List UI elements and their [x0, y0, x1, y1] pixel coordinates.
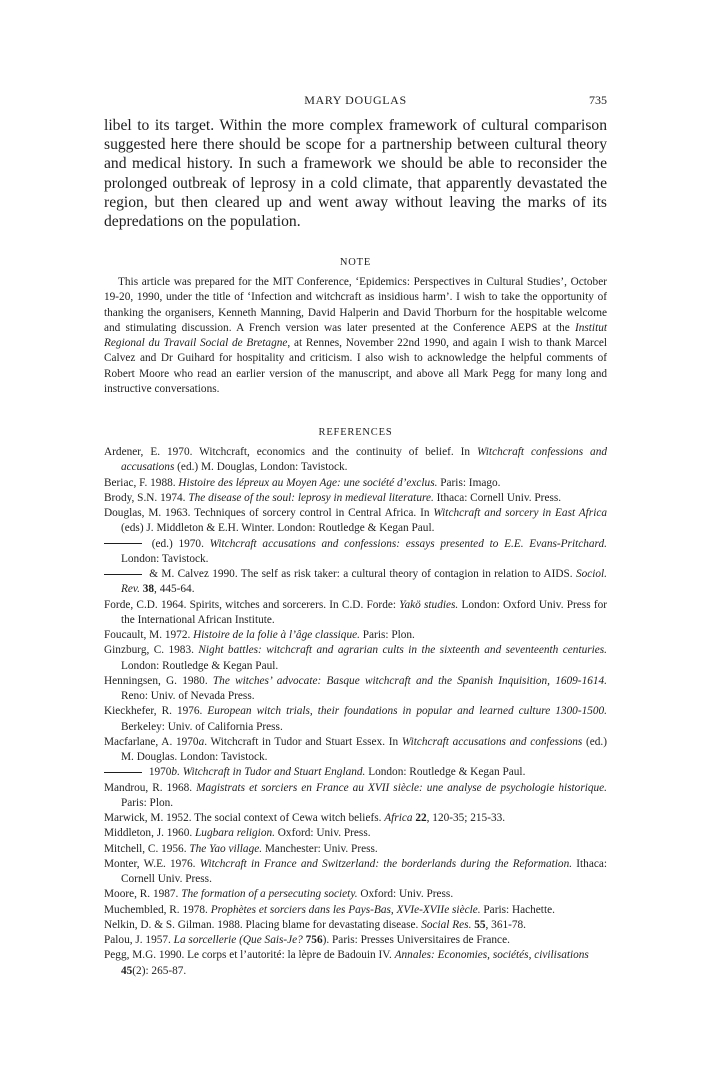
reference-item [104, 765, 607, 780]
ref-title: Histoire des lépreux au Moyen Age: une société d’exclus. [178, 476, 438, 489]
ref-text: 1970 [146, 766, 172, 779]
ref-text: (ed.) M. Douglas, London: Tavistock. [174, 461, 348, 474]
ref-text: (2): 265-87. [132, 964, 187, 977]
ref-volume: 22 [415, 812, 427, 824]
reference-item [104, 643, 607, 674]
reference-item [104, 842, 607, 857]
reference-item [104, 628, 607, 643]
note-text-part: , at Rennes, November 22nd 1990, and again I wish to thank Marcel Calvez and Dr Guihard for hospitality and criticism. I also wish to acknowledge the helpful comments of Robert Moore who read an earlier version of the manuscript, and above all Mark Pegg for many long and instructive conversations. [104, 337, 607, 396]
note-text-italic: Institut Regional du Travail Social de Bretagne [104, 321, 607, 350]
ref-text: (eds) J. Middleton & E.H. Winter. London: Routledge & Kegan Paul. [121, 522, 435, 535]
ref-text: Macfarlane, A. 1970 [104, 735, 199, 748]
ref-text: Moore, R. 1987. [104, 888, 182, 901]
note-text [104, 275, 607, 397]
reference-item [104, 903, 607, 918]
reference-item [104, 704, 607, 735]
ref-title: Witchcraft accusations and confessions [401, 735, 583, 748]
reference-item [104, 933, 607, 948]
ref-title: European witch trials, their foundations in popular and learned culture 1300-1500. [207, 705, 608, 718]
reference-item [104, 537, 607, 568]
ref-title: Witchcraft confessions and accusations [121, 446, 607, 474]
ref-text: , 120-35; 215-33. [426, 812, 506, 824]
ref-title: The formation of a persecuting society. [181, 888, 358, 901]
ref-text: Henningsen, G. 1980. [104, 674, 213, 687]
ref-text: Forde, C.D. 1964. Spirits, witches and sorcerers. In C.D. Forde: [104, 598, 400, 611]
ref-text: ). Paris: Presses Universitaires de France. [322, 934, 510, 946]
ref-title: Lugbara religion. [195, 827, 275, 840]
reference-item [104, 476, 607, 491]
ref-title: The Yao village. [189, 842, 263, 855]
ref-text: London: Tavistock. [121, 552, 209, 565]
ref-text: Muchembled, R. 1978. [104, 903, 211, 916]
ref-text: , 445-64. [154, 583, 195, 596]
ditto-dash [104, 543, 142, 544]
ref-text: (ed.) M. Douglas. London: Tavistock. [121, 735, 608, 763]
note-heading: NOTE [339, 257, 372, 268]
ref-text: Ginzburg, C. 1983. [104, 644, 199, 657]
body-paragraph: libel to its target. Within the more complex framework of cultural comparison suggested here there should be scope for a partnership between cultural theory and medical history. In such a framework we should be able to reconsider the prolonged outbreak of leprosy in a cold climate, that apparently devastated the region, but then cleared up and went away without leaving the marks of its depredations on the population. [104, 117, 607, 231]
reference-item [104, 674, 607, 705]
reference-item [104, 735, 607, 766]
ref-title: Magistrats et sorciers en France au XVII siècle: une analyse de psychologie historique. [196, 781, 607, 794]
ref-journal: Social Res. [421, 918, 472, 931]
ref-text: . Witchcraft in Tudor and Stuart Essex. In [204, 735, 402, 748]
ref-suffix: a [198, 735, 205, 748]
ref-text: Beriac, F. 1988. [104, 476, 179, 489]
ref-journal: Annales: Economies, sociétés, civilisations [394, 949, 589, 962]
ref-text: London: Oxford Univ. Press for the International African Institute. [121, 598, 607, 626]
ref-text: Paris: Plon. [359, 629, 415, 641]
running-head-author: MARY DOUGLAS [304, 93, 407, 107]
reference-item [104, 598, 607, 629]
ref-text: & M. Calvez 1990. The self as risk taker: a cultural theory of contagion in relation to AIDS. [146, 568, 576, 580]
reference-item [104, 445, 607, 476]
reference-item [104, 918, 607, 933]
reference-item [104, 506, 607, 537]
ref-text: Brody, S.N. 1974. [104, 491, 189, 504]
ref-text: Pegg, M.G. 1990. Le corps et l’autorité: la lèpre de Badouin IV. [104, 949, 395, 962]
ref-title: Histoire de la folie à l’âge classique. [193, 629, 360, 641]
ref-text: Monter, W.E. 1976. [104, 857, 200, 870]
ref-text: Mitchell, C. 1956. [104, 842, 190, 855]
ref-title: La sorcellerie (Que Sais-Je? [173, 934, 303, 946]
ref-text: London: Routledge & Kegan Paul. [121, 659, 279, 672]
ref-text: Oxford: Univ. Press. [357, 888, 454, 901]
ref-text: Mandrou, R. 1968. [104, 781, 197, 794]
ref-title: Witchcraft in France and Switzerland: the borderlands during the Reformation. [199, 857, 573, 870]
ref-text: Palou, J. 1957. [104, 934, 174, 946]
ditto-dash [104, 772, 142, 773]
ref-text: Nelkin, D. & S. Gilman. 1988. Placing blame for devastating disease. [104, 918, 422, 931]
reference-item [104, 948, 607, 979]
ref-text: Ardener, E. 1970. Witchcraft, economics and the continuity of belief. In [104, 446, 477, 458]
ref-journal: Sociol. Rev. [121, 568, 607, 596]
ref-text: Paris: Plon. [121, 796, 174, 809]
ref-text: Paris: Hachette. [480, 903, 555, 916]
ref-title: Prophètes et sorciers dans les Pays-Bas, XVIe-XVIIe siècle. [210, 903, 481, 916]
reference-item [104, 491, 607, 506]
ref-text: Douglas, M. 1963. Techniques of sorcery control in Central Africa. In [104, 507, 434, 519]
ref-text: Foucault, M. 1972. [104, 629, 194, 641]
references-heading: REFERENCES [318, 427, 393, 438]
ref-volume: 38 [142, 583, 155, 596]
ref-text: Ithaca: Cornell Univ. Press. [121, 857, 607, 885]
ref-title: Yakö studies. [399, 598, 459, 611]
ref-journal: Africa [384, 812, 413, 824]
note-text-part: This article was prepared for the MIT Conference, ‘Epidemics: Perspectives in Cultural Studies’, October 19-20, 1990, under the title of ‘Infection and witchcraft as insidious harm’. I wish to take the opportunity of thanking the organisers, Kenneth Manning, David Halperin and David Thorburn for the hospitable welcome and stimulating discussion. A French version was later presented at the Conference AEPS at the [104, 276, 607, 334]
reference-item [104, 811, 607, 826]
ref-text: Middleton, J. 1960. [104, 827, 196, 840]
ref-text: Kieckhefer, R. 1976. [104, 705, 208, 718]
ref-volume: 756 [305, 934, 323, 946]
ref-text: , 361-78. [485, 918, 527, 931]
page-number: 735 [589, 93, 607, 107]
ref-title: Witchcraft accusations and confessions: essays presented to E.E. Evans-Pritchard. [209, 537, 607, 550]
ref-text: Reno: Univ. of Nevada Press. [121, 690, 255, 702]
ref-title: The disease of the soul: leprosy in medieval literature. [188, 491, 434, 504]
ref-text: London: Routledge & Kegan Paul. [365, 766, 526, 779]
ref-title: The witches’ advocate: Basque witchcraft and the Spanish Inquisition, 1609-1614. [212, 674, 607, 687]
ref-text: Manchester: Univ. Press. [262, 842, 378, 855]
ref-text: Marwick, M. 1952. The social context of Cewa witch beliefs. [104, 812, 385, 824]
ref-text: Paris: Imago. [437, 476, 501, 489]
reference-item [104, 887, 607, 902]
ref-text: Ithaca: Cornell Univ. Press. [433, 491, 562, 504]
ref-text: (ed.) 1970. [146, 537, 210, 550]
ref-text: Berkeley: Univ. of California Press. [121, 720, 283, 733]
reference-item [104, 857, 607, 888]
running-head [104, 93, 607, 109]
reference-item [104, 826, 607, 841]
reference-item [104, 567, 607, 598]
ref-title: Night battles: witchcraft and agrarian cults in the sixteenth and seventeenth centuries. [198, 644, 607, 657]
ref-title: b. Witchcraft in Tudor and Stuart England. [171, 766, 366, 779]
ref-text: Oxford: Univ. Press. [274, 827, 371, 840]
reference-item [104, 781, 607, 812]
ref-title: Witchcraft and sorcery in East Africa [433, 507, 608, 519]
ditto-dash [104, 574, 142, 575]
references-list [104, 445, 607, 979]
ref-volume: 55 [474, 918, 486, 931]
ref-volume: 45 [121, 964, 133, 977]
